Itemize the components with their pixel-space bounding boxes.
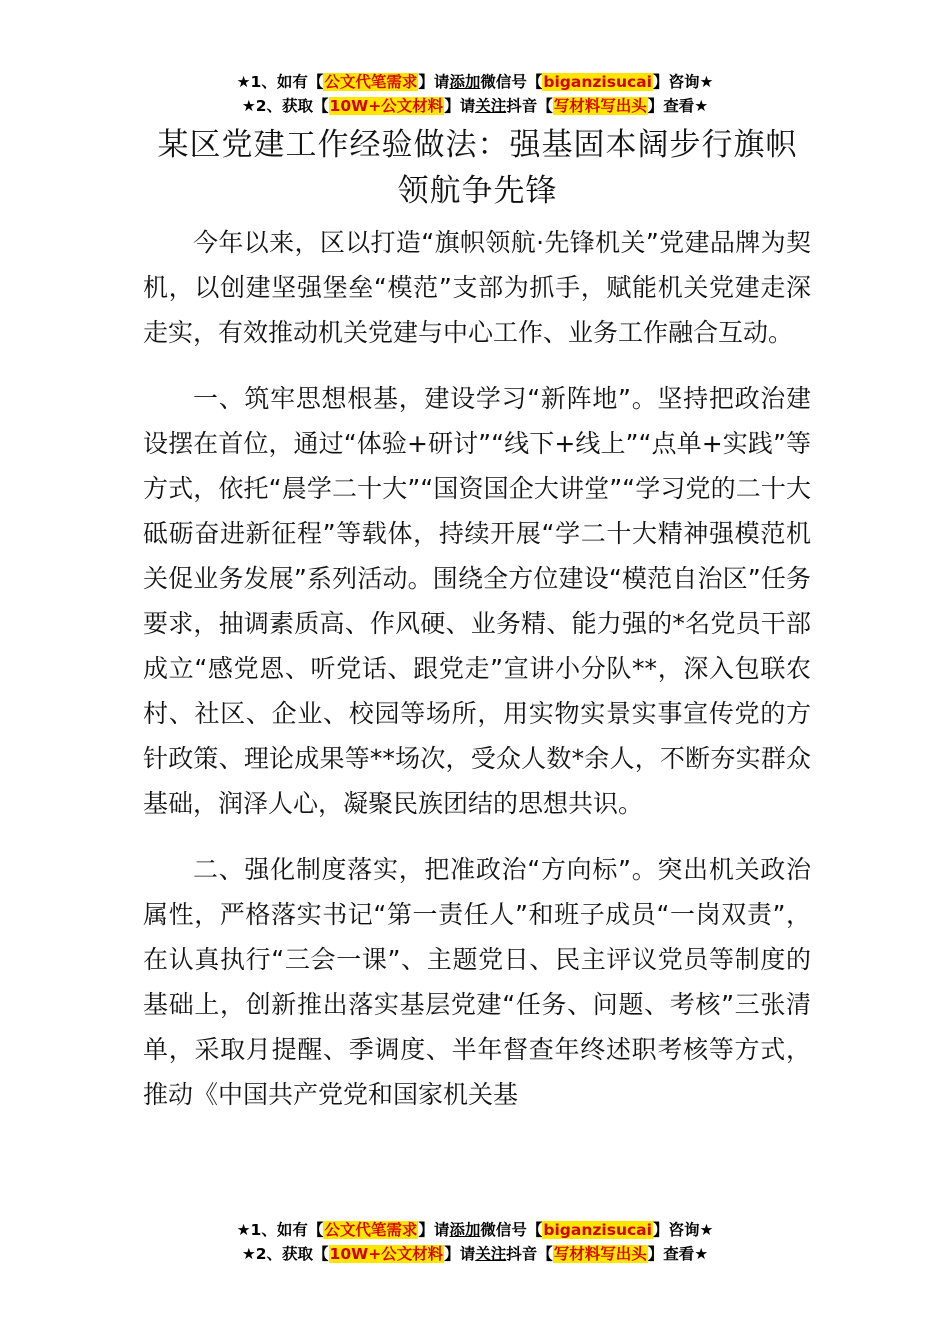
paragraph-section-1: 一、筑牢思想根基，建设学习“新阵地”。坚持把政治建设摆在首位，通过“体验+研讨”“线下+线上”“点单+实践”等方式，依托“晨学二十大”“国资国企大讲堂”“学习党的二十大砥砺奋进新征程”等载体，持续开展“学二十大精神强模范机关促业务发展”系列活动。围绕全方位建设“模范自治区”任务要求，抽调素质高、作风硬、业务精、能力强的*名党员干部成立“感党恩、听党话、跟党走”宣讲小分队**，深入包联农村、社区、企业、校园等场所，用实物实景实事宣传党的方针政策、理论成果等**场次，受众人数*余人，不断夯实群众基础，润泽人心，凝聚民族团结的思想共识。 (143, 384, 811, 818)
document-title: 某区党建工作经验做法：强基固本阔步行旗帜领航争先锋 (157, 127, 798, 209)
promo-text: 】查看★ (647, 1245, 709, 1263)
promo-text: 】请 (418, 1221, 450, 1239)
promo-douyin-id: 写材料写出头 (553, 1245, 647, 1263)
promo-text: ★2、获取【 (241, 97, 329, 115)
document-body (143, 220, 811, 1138)
promo-highlight: 10W+公文材料 (329, 97, 444, 115)
promo-wechat-id: biganzisucai (543, 1221, 652, 1239)
promo-text: 】请 (418, 73, 450, 91)
promo-banner-top (0, 70, 950, 118)
paragraph-section-2: 二、强化制度落实，把准政治“方向标”。突出机关政治属性，严格落实书记“第一责任人”和班子成员“一岗双责”，在认真执行“三会一课”、主题党日、民主评议党员等制度的基础上，创新推出落实基层党建“任务、问题、考核”三张清单，采取月提醒、季调度、半年督查年终述职考核等方式，推动《中国共产党党和国家机关基 (143, 855, 811, 1109)
promo-text: 】请 (444, 1245, 476, 1263)
paragraph-intro: 今年以来，区以打造“旗帜领航·先锋机关”党建品牌为契机，以创建坚强堡垒“模范”支部为抓手，赋能机关党建走深走实，有效推动机关党建与中心工作、业务工作融合互动。 (143, 228, 811, 347)
promo-text: 】咨询★ (652, 1221, 714, 1239)
promo-underlined-text: 关注 (475, 97, 507, 115)
promo-text: ★2、获取【 (241, 1245, 329, 1263)
promo-line-1 (0, 1218, 950, 1242)
promo-underlined-text: 添加 (449, 1221, 481, 1239)
promo-text: 微信号【 (480, 73, 543, 91)
promo-underlined-text: 添加 (449, 73, 481, 91)
promo-line-2 (0, 1242, 950, 1266)
promo-text: ★1、如有【 (236, 1221, 324, 1239)
promo-banner-bottom (0, 1218, 950, 1266)
promo-text: ★1、如有【 (236, 73, 324, 91)
promo-text: 抖音【 (506, 1245, 553, 1263)
promo-highlight: 10W+公文材料 (329, 1245, 444, 1263)
promo-text: 微信号【 (480, 1221, 543, 1239)
promo-highlight: 公文代笔需求 (324, 73, 418, 91)
promo-text: 】请 (444, 97, 476, 115)
promo-douyin-id: 写材料写出头 (553, 97, 647, 115)
promo-text: 抖音【 (506, 97, 553, 115)
promo-wechat-id: biganzisucai (543, 73, 652, 91)
promo-highlight: 公文代笔需求 (324, 1221, 418, 1239)
promo-line-1 (0, 70, 950, 94)
promo-text: 】咨询★ (652, 73, 714, 91)
promo-line-2 (0, 94, 950, 118)
promo-text: 】查看★ (647, 97, 709, 115)
promo-underlined-text: 关注 (475, 1245, 507, 1263)
